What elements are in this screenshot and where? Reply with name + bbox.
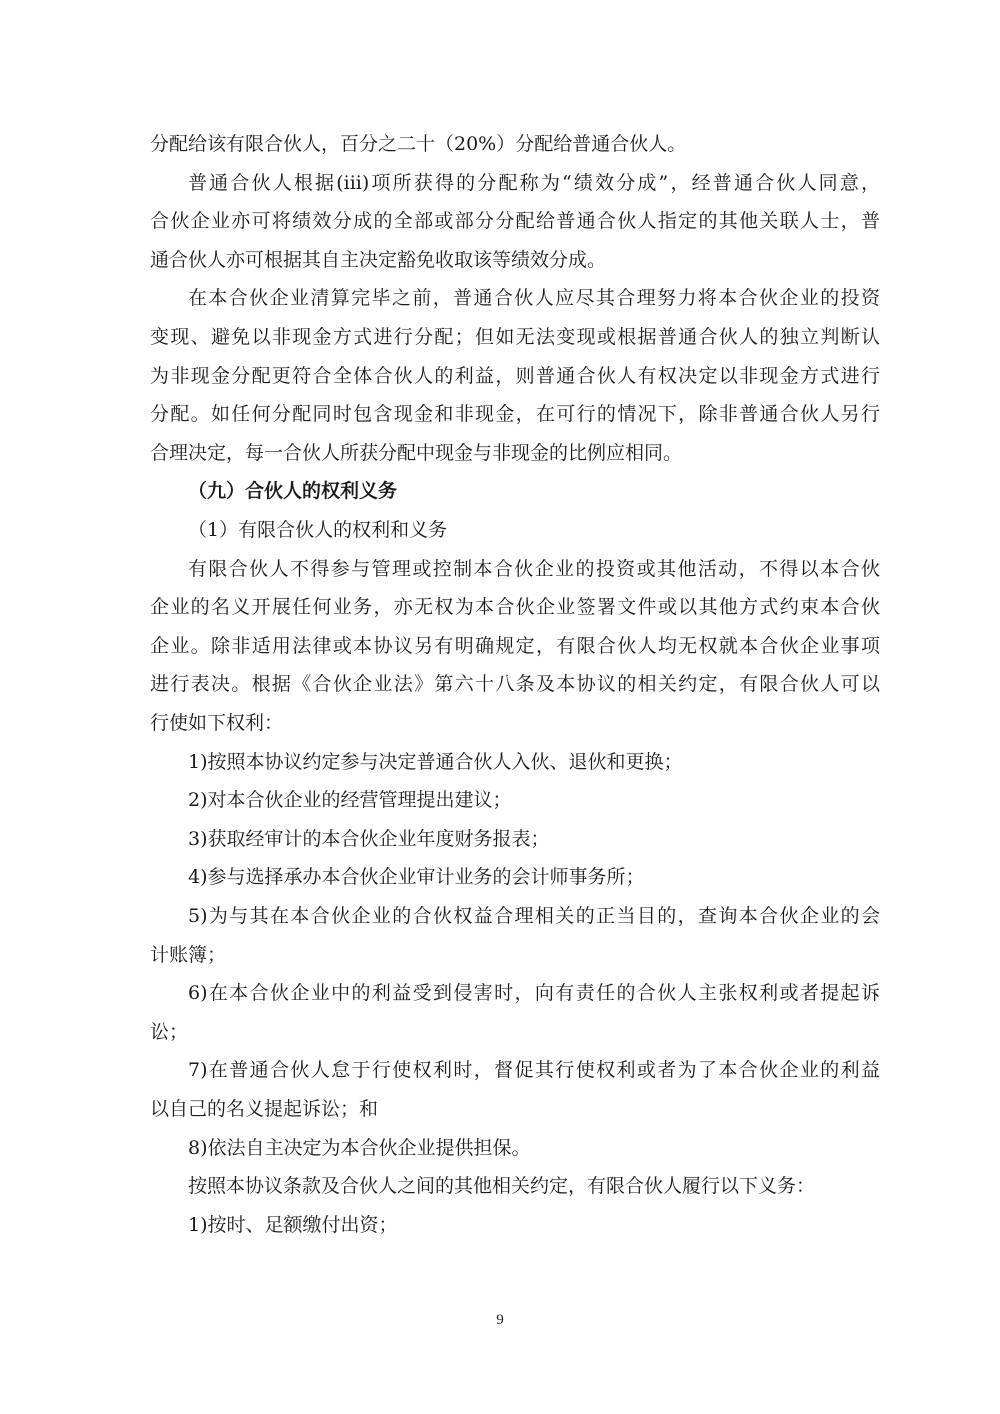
text-line: 4)参与选择承办本合伙企业审计业务的会计师事务所； bbox=[188, 866, 645, 888]
text-line: 企业的名义开展任何业务，亦无权为本合伙企业签署文件或以其他方式约束本合伙 bbox=[150, 596, 880, 618]
text-line: 1)按时、足额缴付出资； bbox=[188, 1214, 398, 1236]
text-line: 为非现金分配更符合全体合伙人的利益，则普通合伙人有权决定以非现金方式进行 bbox=[150, 365, 880, 387]
text-line: 2)对本合伙企业的经营管理提出建议； bbox=[188, 789, 512, 811]
text-line: 变现、避免以非现金方式进行分配；但如无法变现或根据普通合伙人的独立判断认 bbox=[150, 326, 880, 348]
text-line: （1）有限合伙人的权利和义务 bbox=[188, 519, 448, 541]
text-line: 有限合伙人不得参与管理或控制本合伙企业的投资或其他活动，不得以本合伙 bbox=[188, 558, 880, 580]
text-line: 5)为与其在本合伙企业的合伙权益合理相关的正当目的，查询本合伙企业的会 bbox=[188, 905, 880, 927]
text-line: 合伙企业亦可将绩效分成的全部或部分分配给普通合伙人指定的其他关联人士，普 bbox=[150, 210, 880, 232]
page-number: 9 bbox=[496, 1312, 504, 1328]
text-line: 企业。除非适用法律或本协议另有明确规定，有限合伙人均无权就本合伙企业事项 bbox=[150, 635, 880, 657]
text-line: 讼； bbox=[150, 1021, 189, 1043]
text-line: 普通合伙人根据(iii)项所获得的分配称为“绩效分成”，经普通合伙人同意， bbox=[188, 172, 880, 194]
text-line: 行使如下权利： bbox=[150, 712, 284, 734]
text-line: 分配给该有限合伙人，百分之二十（20%）分配给普通合伙人。 bbox=[150, 133, 687, 155]
text-line: 通合伙人亦可根据其自主决定豁免收取该等绩效分成。 bbox=[150, 249, 607, 271]
text-line: 1)按照本协议约定参与决定普通合伙人入伙、退伙和更换； bbox=[188, 751, 683, 773]
text-line: 8)依法自主决定为本合伙企业提供担保。 bbox=[188, 1137, 531, 1159]
text-line: 计账簿； bbox=[150, 944, 227, 966]
text-line: 在本合伙企业清算完毕之前，普通合伙人应尽其合理努力将本合伙企业的投资 bbox=[188, 287, 880, 309]
text-line: 3)获取经审计的本合伙企业年度财务报表； bbox=[188, 828, 550, 850]
text-line: 6)在本合伙企业中的利益受到侵害时，向有责任的合伙人主张权利或者提起诉 bbox=[188, 982, 880, 1004]
text-line: 按照本协议条款及合伙人之间的其他相关约定，有限合伙人履行以下义务： bbox=[188, 1175, 816, 1197]
text-line: 分配。如任何分配同时包含现金和非现金，在可行的情况下，除非普通合伙人另行 bbox=[150, 403, 880, 425]
text-line: 7)在普通合伙人怠于行使权利时，督促其行使权利或者为了本合伙企业的利益 bbox=[188, 1059, 880, 1081]
text-line: 合理决定，每一合伙人所获分配中现金与非现金的比例应相同。 bbox=[150, 442, 683, 464]
text-line: 进行表决。根据《合伙企业法》第六十八条及本协议的相关约定，有限合伙人可以 bbox=[150, 673, 880, 695]
section-heading: （九）合伙人的权利义务 bbox=[188, 480, 398, 502]
text-line: 以自己的名义提起诉讼；和 bbox=[150, 1098, 379, 1120]
